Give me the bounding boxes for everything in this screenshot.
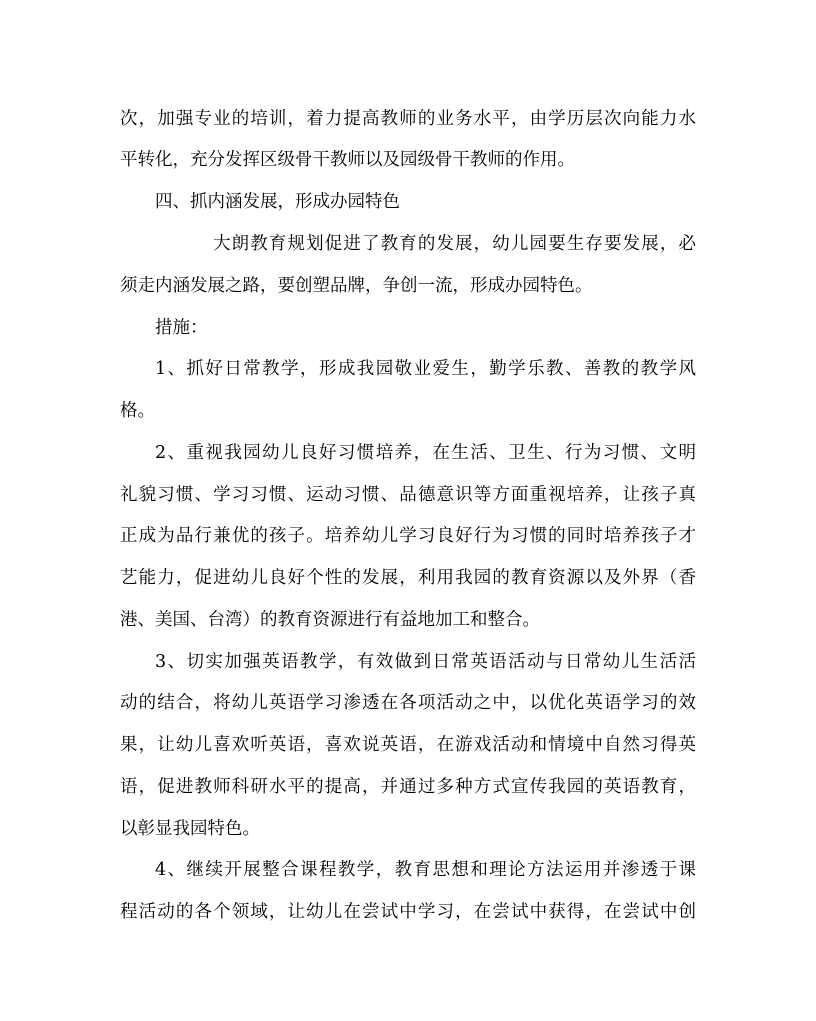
paragraph-line: 艺能力，促进幼儿良好个性的发展，利用我园的教育资源以及外界（香 [120,568,696,588]
paragraph-line: 语，促进教师科研水平的提高，并通过多种方式宣传我园的英语教育， [120,777,696,797]
paragraph-line: 果，让幼儿喜欢听英语，喜欢说英语，在游戏活动和情境中自然习得英 [120,735,696,755]
paragraph-line: 4、继续开展整合课程教学，教育思想和理论方法运用并渗透于课 [155,860,696,880]
paragraph-line: 次，加强专业的培训，着力提高教师的业务水平，由学历层次向能力水 [120,109,696,129]
paragraph-line: 礼貌习惯、学习习惯、运动习惯、品德意识等方面重视培养，让孩子真 [120,485,696,505]
section-heading: 四、抓内涵发展，形成办园特色 [155,192,400,212]
paragraph-line: 大朗教育规划促进了教育的发展，幼儿园要生存要发展，必 [213,234,696,254]
paragraph-line: 动的结合，将幼儿英语学习渗透在各项活动之中，以优化英语学习的效 [120,693,696,713]
paragraph-line: 2、重视我园幼儿良好习惯培养，在生活、卫生、行为习惯、文明 [155,443,696,463]
paragraph-line: 以彰显我园特色。 [120,819,260,839]
paragraph-line: 正成为品行兼优的孩子。培养幼儿学习良好行为习惯的同时培养孩子才 [120,526,696,546]
paragraph-line: 1、抓好日常教学，形成我园敬业爱生，勤学乐教、善教的教学风 [155,359,696,379]
paragraph-line: 程活动的各个领域，让幼儿在尝试中学习，在尝试中获得，在尝试中创 [120,902,696,922]
measures-heading: 措施： [155,318,208,338]
paragraph-line: 格。 [120,401,155,421]
paragraph-line: 平转化，充分发挥区级骨干教师以及园级骨干教师的作用。 [120,150,575,170]
paragraph-line: 3、切实加强英语教学，有效做到日常英语活动与日常幼儿生活活 [155,652,696,672]
paragraph-line: 港、美国、台湾）的教育资源进行有益地加工和整合。 [120,610,540,630]
paragraph-line: 须走内涵发展之路，要创塑品牌，争创一流，形成办园特色。 [120,276,593,296]
